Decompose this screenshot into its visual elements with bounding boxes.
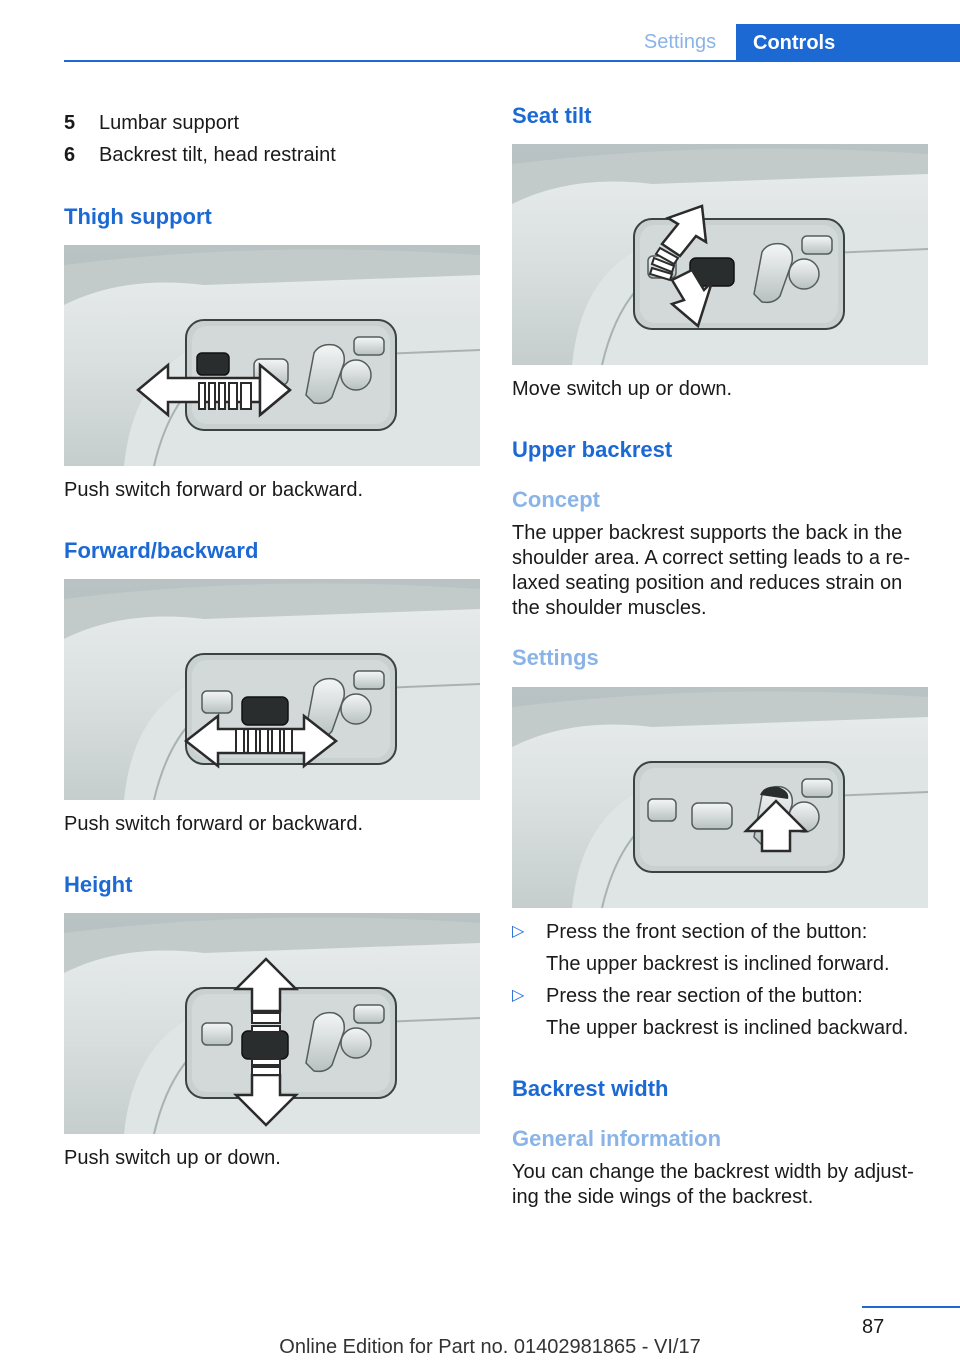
- subsection-title-general-information: General information: [512, 1126, 722, 1151]
- header-tab-settings[interactable]: Settings: [643, 31, 717, 53]
- header-tab-controls[interactable]: Controls: [736, 24, 960, 62]
- bullet-subtext: The upper backrest is inclined forward.: [546, 953, 890, 975]
- subsection-title-concept: Concept: [512, 487, 600, 512]
- concept-line-4: the shoulder muscles.: [512, 597, 707, 619]
- legend-number: 5: [64, 112, 76, 134]
- concept-line-3: laxed seating position and reduces strain on: [512, 572, 903, 594]
- footer-rule: [862, 1306, 960, 1308]
- figure-height: [64, 913, 480, 1134]
- section-title-forward-backward: Forward/backward: [64, 538, 259, 563]
- concept-line-1: The upper backrest supports the back in the: [512, 522, 903, 544]
- caption-height: Push switch up or down.: [64, 1147, 281, 1169]
- section-title-backrest-width: Backrest width: [512, 1076, 669, 1101]
- legend-text: Backrest tilt, head restraint: [99, 144, 336, 166]
- caption-forward-backward: Push switch forward or backward.: [64, 813, 364, 835]
- general-line-1: You can change the backrest width by adjust‐: [512, 1161, 914, 1183]
- bullet-triangle-icon: ▷: [512, 987, 525, 1004]
- figure-thigh-support: [64, 245, 480, 466]
- section-title-seat-tilt: Seat tilt: [512, 103, 592, 128]
- bullet-subtext: The upper backrest is inclined backward.: [546, 1017, 909, 1039]
- section-title-thigh-support: Thigh support: [64, 204, 212, 229]
- bullet-triangle-icon: ▷: [512, 923, 525, 940]
- footer-edition: Online Edition for Part no. 01402981865 - VI/17: [279, 1336, 701, 1358]
- figure-upper-backrest: [512, 687, 928, 908]
- page-number: 87: [862, 1316, 885, 1338]
- general-line-2: ing the side wings of the backrest.: [512, 1186, 814, 1208]
- section-title-upper-backrest: Upper backrest: [512, 437, 673, 462]
- legend-number: 6: [64, 144, 76, 166]
- concept-line-2: shoulder area. A correct setting leads to a re‐: [512, 547, 910, 569]
- bullet-text: Press the rear section of the button:: [546, 985, 863, 1007]
- section-title-height: Height: [64, 872, 133, 897]
- figure-forward-backward: [64, 579, 480, 800]
- figure-seat-tilt: [512, 144, 928, 365]
- subsection-title-settings: Settings: [512, 645, 599, 670]
- caption-seat-tilt: Move switch up or down.: [512, 378, 733, 400]
- bullet-text: Press the front section of the button:: [546, 921, 868, 943]
- header-rule: [64, 60, 960, 62]
- legend-text: Lumbar support: [99, 112, 240, 134]
- caption-thigh-support: Push switch forward or backward.: [64, 479, 364, 501]
